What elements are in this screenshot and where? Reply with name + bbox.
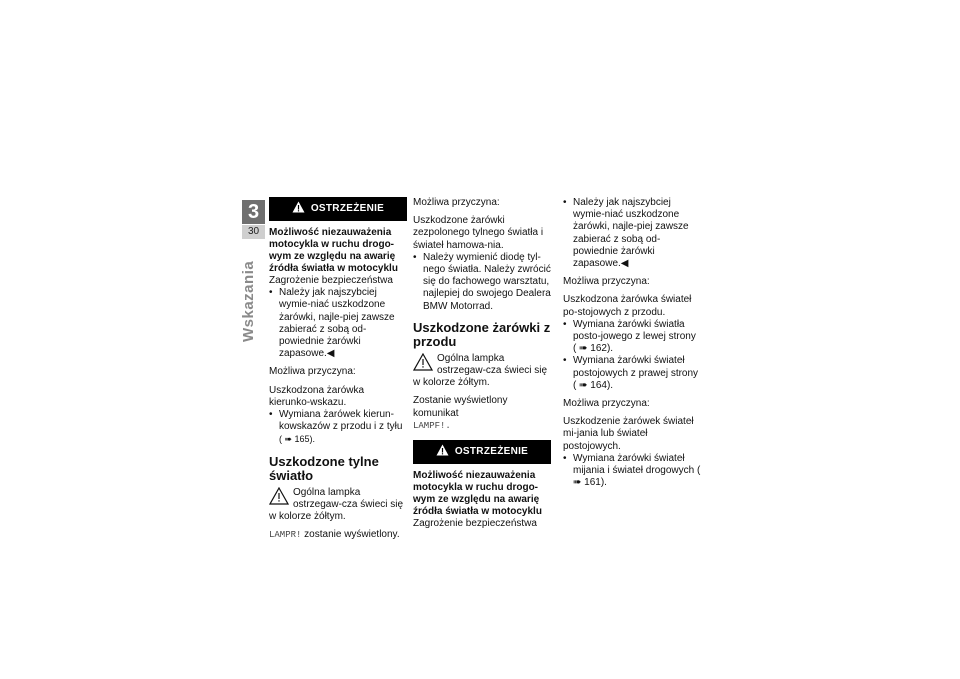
cause-text: Uszkodzona żarówka świateł po-stojowych z przodu. (563, 294, 692, 318)
message-text: Zostanie wyświetlony komunikat (413, 395, 508, 419)
list-item: • Należy wymienić diodę tyl-nego światła. Należy zwrócić się do fachowego warsztatu, najlepiej do swojego Dealera BMW Motorrad. (413, 252, 551, 313)
chapter-title: Wskazania (240, 260, 257, 342)
cause-text: Uszkodzenie żarówek świateł mi-jania lub świateł postojowych. (563, 416, 694, 452)
warning-label: OSTRZEŻENIE (310, 202, 385, 214)
cause-text: Uszkodzona żarówka kierunko-wskazu. (269, 384, 365, 408)
lamp-note (269, 487, 407, 524)
lamp-text: Ogólna lampka ostrzegaw-cza świeci się w kolorze żółtym. (269, 486, 404, 523)
cause-bullet: Wymiana żarówek kierun-kowskazów z przodu i z tyłu (279, 409, 403, 433)
message-code: LAMPF!. (413, 420, 451, 431)
message-code: LAMPR! (269, 530, 302, 541)
column-1 (269, 197, 407, 541)
warning-heading: Możliwość niezauważenia motocykla w ruchu drogo-wym ze względu na awarię źródła światła w motocyklu (269, 227, 398, 274)
section-title: Uszkodzone żarówki z przodu (413, 319, 551, 349)
chapter-number: 3 (242, 200, 265, 224)
lamp-text: Ogólna lampka ostrzegaw-cza świeci się w kolorze żółtym. (413, 352, 548, 389)
lamp-note (413, 353, 551, 390)
warning-triangle-icon (292, 201, 305, 217)
cause-list (269, 409, 407, 447)
warning-banner (269, 197, 407, 221)
cause-list (413, 252, 551, 313)
warning-triangle-icon (436, 444, 449, 460)
page-number: 30 (242, 225, 265, 239)
warning-text: Zagrożenie bezpieczeństwa (413, 518, 537, 530)
cause-text: Uszkodzone żarówki zezpolonego tylnego światła i świateł hamowa-nia. (413, 215, 544, 251)
list-item: • Wymiana żarówki świateł postojowych z prawej strony ( ➠ 164). (563, 355, 701, 392)
column-3 (563, 197, 701, 489)
list-item: • Należy jak najszybciej wymie-niać uszkodzone żarówki, najle-piej zawsze zabierać z sobą od-powiednie żarówki zapasowe.◀ (269, 287, 407, 360)
list-item (269, 409, 407, 447)
cause-label: Możliwa przyczyna: (413, 197, 500, 208)
list-item: • Należy jak najszybciej wymie-niać uszkodzone żarówki, najle-piej zawsze zabierać z sobą od-powiednie żarówki zapasowe.◀ (563, 197, 701, 270)
warning-label: OSTRZEŻENIE (454, 445, 529, 457)
section-title: Uszkodzone tylne światło (269, 453, 379, 483)
cause-list (563, 453, 701, 490)
warning-lamp-icon (269, 487, 289, 505)
cause-label: Możliwa przyczyna: (269, 366, 356, 378)
column-2 (413, 197, 551, 530)
cause-label: Możliwa przyczyna: (563, 276, 650, 288)
warning-lamp-icon (413, 353, 433, 371)
list-item: • Wymiana żarówki świateł mijania i świateł drogowych ( ➠ 161). (563, 453, 701, 490)
warning-list-continued (563, 197, 701, 270)
warning-heading: Możliwość niezauważenia motocykla w ruchu drogo-wym ze względu na awarię źródła światła w motocyklu (413, 470, 542, 518)
warning-text: Zagrożenie bezpieczeństwa (269, 275, 393, 286)
list-item: • Wymiana żarówki światła posto-jowego z lewej strony ( ➠ 162). (563, 319, 701, 356)
warning-list (269, 287, 407, 360)
page-reference: ( ➠ 165). (279, 434, 316, 445)
chapter-marker (242, 200, 265, 239)
cause-label: Możliwa przyczyna: (563, 398, 650, 410)
cause-list (563, 319, 701, 392)
warning-banner (413, 440, 551, 464)
message-text: zostanie wyświetlony. (301, 529, 400, 541)
